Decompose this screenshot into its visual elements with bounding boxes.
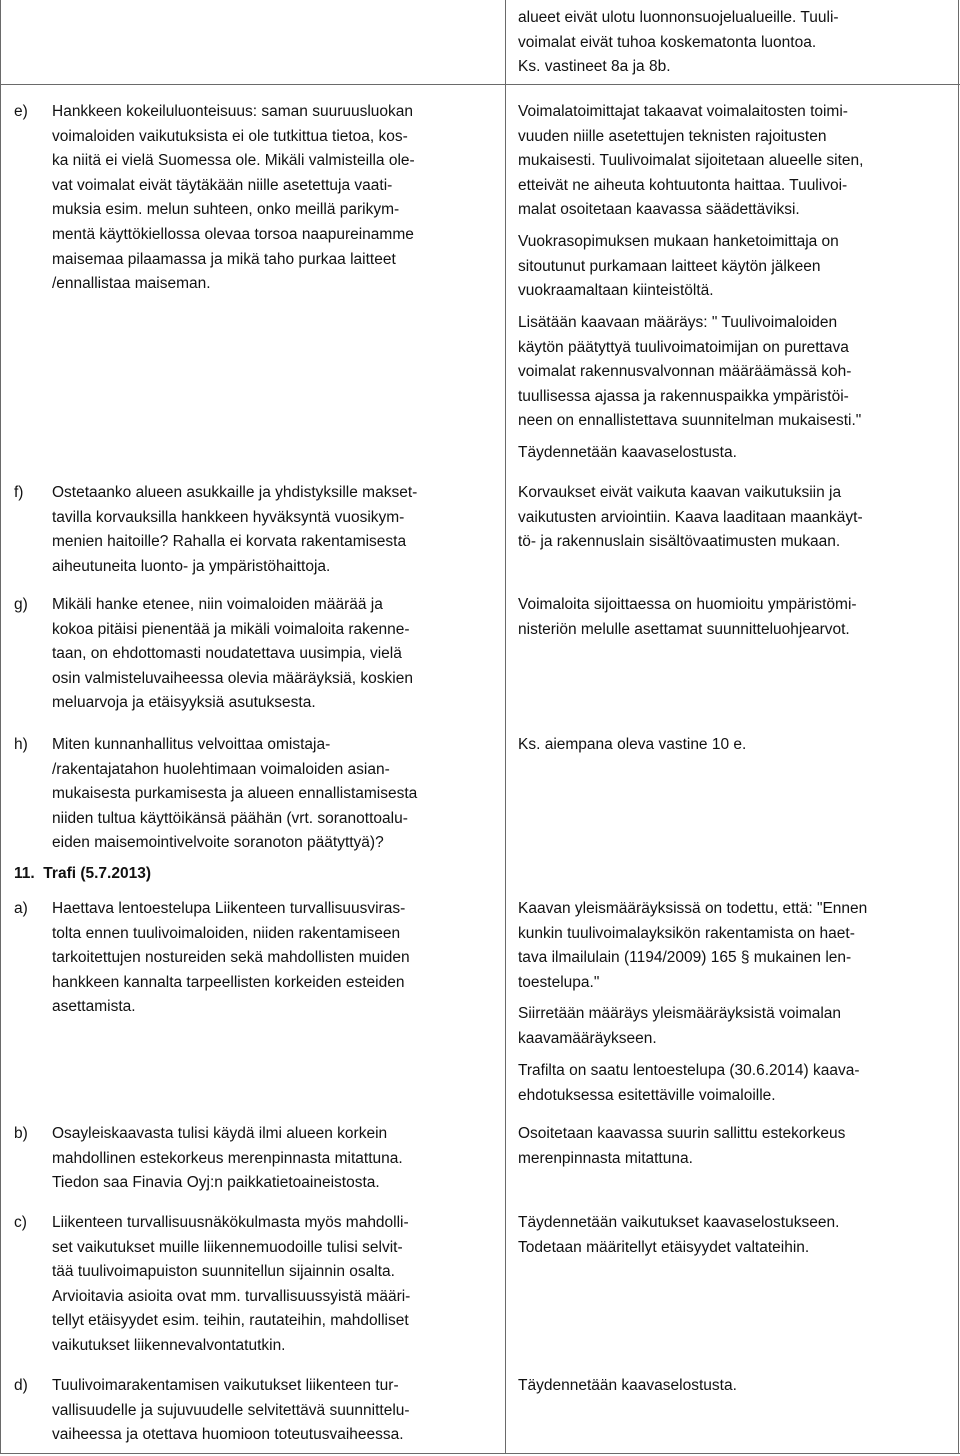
response-text: Voimaloita sijoittaessa on huomioitu ympäristömi- nisteriön melulle asettamat suunnitteluohjearvot. [518,596,857,638]
section-header: 11. Trafi (5.7.2013) [14,865,152,882]
comment-text: Miten kunnanhallitus velvoittaa omistaja- /rakentajatahon huolehtimaan voimaloiden asian- mukaisesta purkamisesta ja alueen ennallistamisesta niiden tultua käyttöikänsä päähän (vrt. soranottoalu- eiden maisemointivelvoite soranoton päätyttyä)? [52,736,418,852]
table-rule-bottom [0,1453,960,1454]
comment-text: Hankkeen kokeiluluonteisuus: saman suuruusluokan voimaloiden vaikutuksista ei ole tutkittua tietoa, kos- ka niitä ei vielä Suomessa ole. Mikäli valmisteilla ole- vat voimalat eivät täytäkään niille asetettuja vaati- muksia esim. melun suhteen, onko meillä parikym- mentä käyttökiellossa olevaa torsoa naapureinamme maisemaa pilaamassa ja mikä taho purkaa laitteet /ennallistaa maiseman. [52,103,415,293]
response-text: Vuokrasopimuksen mukaan hanketoimittaja on sitoutunut purkamaan laitteet käytön jälkeen vuokraamaltaan kiinteistöltä. [518,233,839,300]
response-text: Lisätään kaavaan määräys: " Tuulivoimaloiden käytön päätyttyä tuulivoimatoimijan on purettava voimalat rakennusvalvonnan määräämässä koh- tuullisessa ajassa ja rakennuspaikka ympäristöi- neen on ennallistettava suunnitelman mukaisesti." [518,314,862,430]
item-label: c) [14,1214,27,1231]
table-rule-left [0,0,1,1454]
continued-response-text: alueet eivät ulotu luonnonsuojelualueille. Tuuli- voimalat eivät tuhoa koskematonta luontoa. Ks. vastineet 8a ja 8b. [518,9,839,76]
response-text: Täydennetään kaavaselostusta. [518,1377,737,1394]
item-label: e) [14,103,28,120]
response-text: Ks. aiempana oleva vastine 10 e. [518,736,747,753]
comment-text: Mikäli hanke etenee, niin voimaloiden määrää ja kokoa pitäisi pienentää ja mikäli voimaloita rakenne- taan, on ehdottomasti noudatettava uusimpia, vielä osin valmisteluvaiheessa olevia määräyksiä, koskien meluarvoja ja etäisyyksiä asutuksesta. [52,596,413,712]
item-label: a) [14,900,28,917]
comment-text: Osayleiskaavasta tulisi käydä ilmi alueen korkein mahdollinen estekorkeus merenpinnasta mitattuna. Tiedon saa Finavia Oyj:n paikkatietoaineistosta. [52,1125,403,1192]
response-text: Täydennetään vaikutukset kaavaselostukseen. Todetaan määritellyt etäisyydet valtateihin. [518,1214,840,1256]
comment-text: Ostetaanko alueen asukkaille ja yhdistyksille makset- tavilla korvauksilla hankkeen hyväksyntä vuosikym- menien haitoille? Rahalla ei korvata rakentamisesta aiheutuneita luonto- ja ympäristöhaittoja. [52,484,418,575]
comment-text: Tuulivoimarakentamisen vaikutukset liikenteen tur- vallisuudelle ja sujuvuudelle selvitettävä suunnittelu- vaiheessa ja otettava huomioon toteutusvaiheessa. [52,1377,410,1444]
table-rule-right [958,0,959,1454]
response-text: Trafilta on saatu lentoestelupa (30.6.2014) kaava- ehdotuksessa esitettäville voimaloille. [518,1062,860,1104]
response-text: Siirretään määräys yleismääräyksistä voimalan kaavamääräykseen. [518,1005,842,1047]
table-rule-top [0,84,960,85]
comment-text: Haettava lentoestelupa Liikenteen turvallisuusviras- tolta ennen tuulivoimaloiden, niiden rakentamiseen tarkoitettujen nostureiden sekä mahdollisten muiden hankkeen kannalta tarpeellisten korkeiden esteiden asettamista. [52,900,410,1016]
response-text: Voimalatoimittajat takaavat voimalaitosten toimi- vuuden niille asetettujen teknisten rajoitusten mukaisesti. Tuulivoimalat sijoitetaan alueelle siten, etteivät ne aiheuta kohtuutonta haittaa. Tuulivoi- malat osoitetaan kaavassa säädettäviksi. [518,103,864,219]
item-label: f) [14,484,24,501]
item-label: d) [14,1377,28,1394]
item-label: b) [14,1125,28,1142]
comment-text: Liikenteen turvallisuusnäkökulmasta myös mahdolli- set vaikutukset muille liikennemuodoille tulisi selvit- tää tuulivoimapuiston suunnitellun sijainnin osalta. Arvioitavia asioita ovat mm. turvallisuussyistä määri- tellyt etäisyydet esim. teihin, rautateihin, mahdolliset vaikutukset liikennevalvontatutkin. [52,1214,411,1354]
response-text: Osoitetaan kaavassa suurin sallittu estekorkeus merenpinnasta mitattuna. [518,1125,846,1167]
response-text: Täydennetään kaavaselostusta. [518,444,737,461]
table-rule-middle [505,0,506,1454]
response-text: Kaavan yleismääräyksissä on todettu, että: "Ennen kunkin tuulivoimalayksikön rakentamista on haet- tava ilmailulain (1194/2009) 165 § mukainen len- toestelupa." [518,900,868,991]
response-text: Korvaukset eivät vaikuta kaavan vaikutuksiin ja vaikutusten arviointiin. Kaava laaditaan maankäyt- tö- ja rakennuslain sisältövaatimusten mukaan. [518,484,863,551]
item-label: g) [14,596,28,613]
item-label: h) [14,736,28,753]
